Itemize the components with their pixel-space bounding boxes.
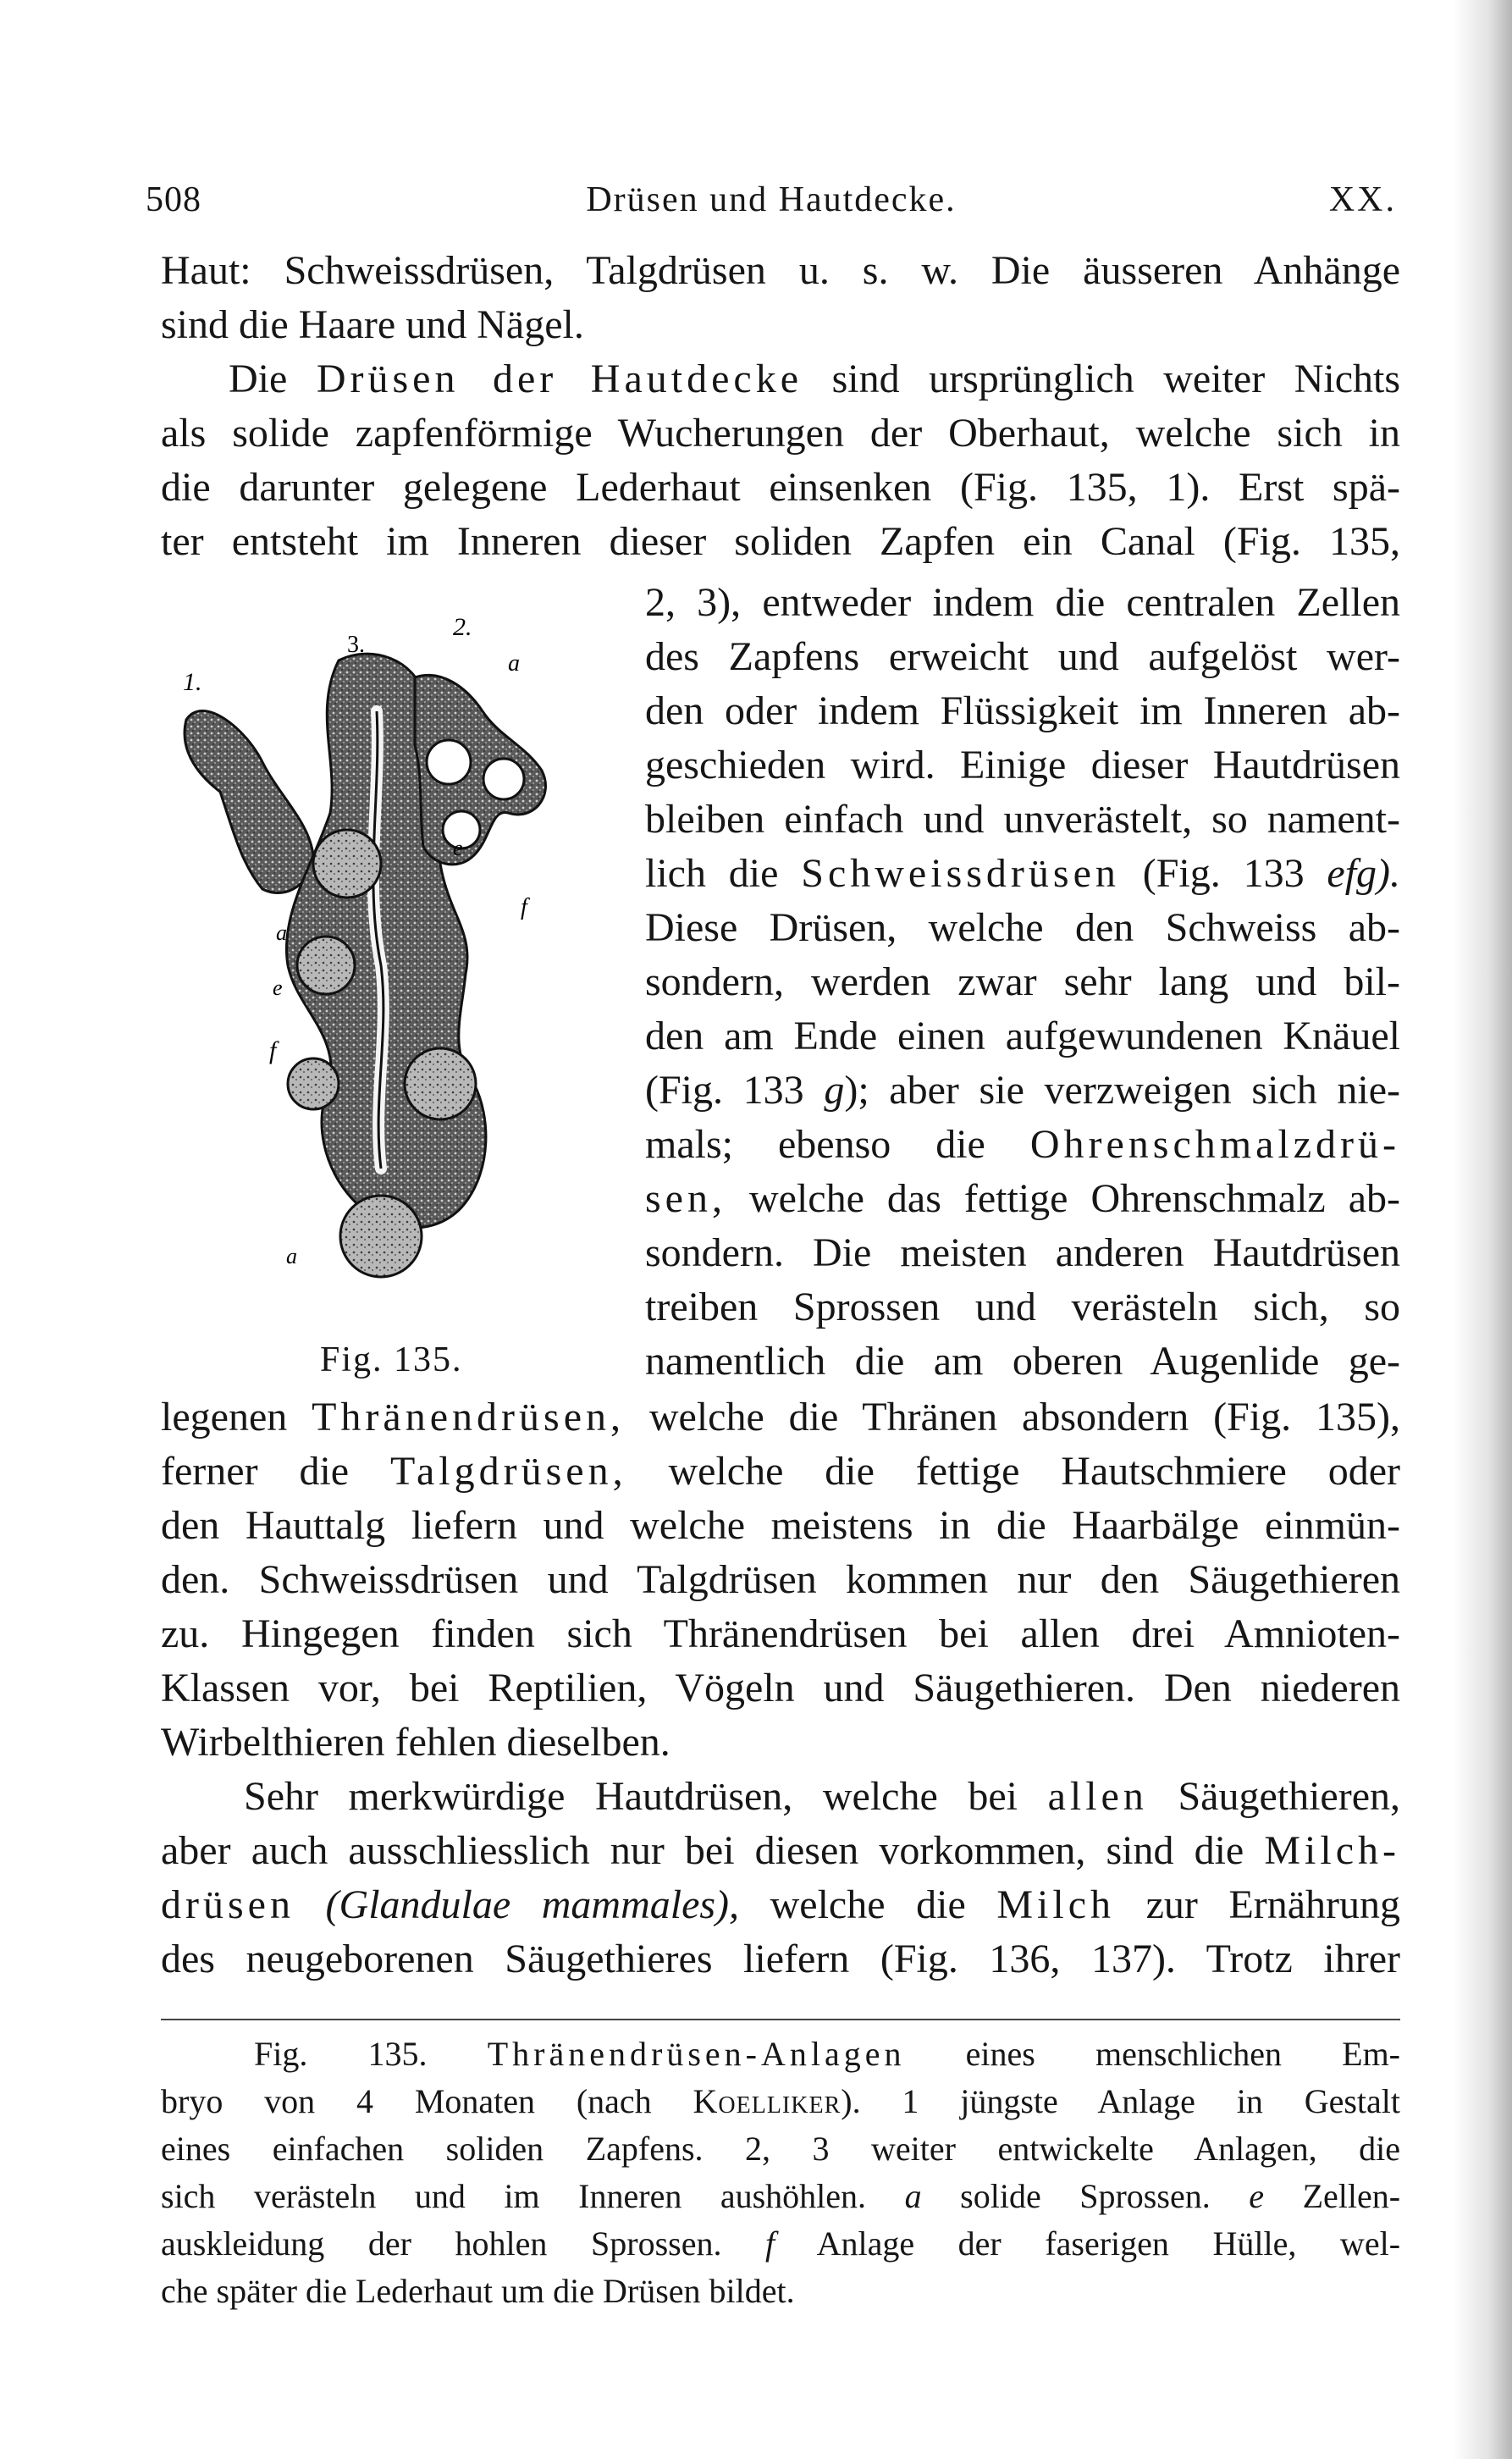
- text-line: sondern. Die meisten anderen Hautdrüsen: [645, 1230, 1400, 1275]
- text-run: legenen: [161, 1395, 288, 1439]
- emphasis-spaced: sen,: [645, 1176, 726, 1221]
- figure-label-f: f: [269, 1036, 277, 1064]
- text-line: Haut: Schweissdrüsen, Talgdrüsen u. s. w. Die äusseren Anhänge: [161, 248, 1400, 293]
- caption-line: [161, 2081, 1400, 2121]
- text-line: ter entsteht im Inneren dieser soliden Zapfen ein Canal (Fig. 135,: [161, 519, 1400, 564]
- text-run: aber auch ausschliesslich nur bei diesen vorkommen, sind die: [161, 1828, 1244, 1873]
- figure-label-e: e: [273, 975, 283, 1000]
- text-run: Zellen-: [1302, 2177, 1401, 2215]
- figure-label-a: a: [286, 1244, 297, 1268]
- caption-line: [161, 2176, 1400, 2216]
- emphasis-spaced: Ohrenschmalzdrü-: [1029, 1122, 1401, 1167]
- text-line: den oder indem Flüssigkeit im Inneren ab-: [645, 688, 1400, 733]
- text-line: den Hauttalg liefern und welche meistens in die Haarbälge einmün-: [161, 1503, 1400, 1548]
- text-run: welche das fettige Ohrenschmalz ab-: [748, 1176, 1400, 1221]
- italic-run: a: [904, 2177, 922, 2215]
- caption-line: eines einfachen soliden Zapfens. 2, 3 weiter entwickelte Anlagen, die: [161, 2130, 1400, 2168]
- text-line: [645, 1121, 1400, 1168]
- italic-run: efg).: [1327, 851, 1401, 896]
- italic-run: e: [1249, 2177, 1265, 2215]
- page-edge-shadow: [1453, 0, 1512, 2459]
- emphasis-spaced: Milch: [996, 1882, 1115, 1927]
- running-head: [146, 180, 1397, 230]
- figure-label-e: e: [453, 836, 463, 860]
- text-line: als solide zapfenförmige Wucherungen der Oberhaut, welche sich in: [161, 411, 1400, 456]
- emphasis-spaced: Talgdrüsen,: [389, 1449, 627, 1494]
- gland-anlage-2: [415, 675, 545, 865]
- text-run: ferner die: [161, 1449, 350, 1494]
- running-title: Drüsen und Hautdecke.: [586, 180, 957, 219]
- text-line: [161, 1827, 1400, 1874]
- text-line: die darunter gelegene Lederhaut einsenken (Fig. 135, 1). Erst spä-: [161, 465, 1400, 510]
- text-line: den. Schweissdrüsen und Talgdrüsen kommen nur den Säugethieren: [161, 1557, 1400, 1602]
- text-run: welche die fettige Hautschmiere oder: [668, 1449, 1401, 1494]
- figure-label-f: f: [521, 894, 527, 920]
- author-name: Koelliker: [693, 2082, 842, 2120]
- text-line: [161, 1882, 1400, 1928]
- text-run: Die: [229, 356, 288, 401]
- figure-label-3: 3.: [347, 632, 365, 658]
- emphasis-spaced: Drüsen der Hautdecke: [316, 356, 803, 401]
- gland-anlage-1: [185, 711, 313, 893]
- caption-line: [254, 2034, 1400, 2074]
- text-line: [645, 1175, 1400, 1222]
- text-line: den am Ende einen aufgewundenen Knäuel: [645, 1014, 1400, 1058]
- figure-label-1: 1.: [183, 668, 202, 696]
- figure-label: Fig. 135.: [320, 1340, 463, 1379]
- text-run: lich die: [645, 851, 779, 896]
- text-line: [161, 1448, 1400, 1495]
- text-line: sind die Haare und Nägel.: [161, 302, 584, 347]
- text-line: [229, 356, 1400, 402]
- italic-run: g: [824, 1068, 845, 1113]
- text-run: (Fig. 133: [1142, 851, 1305, 896]
- text-line: Diese Drüsen, welche den Schweiss ab-: [645, 905, 1400, 950]
- text-run: eines menschlichen Em-: [965, 2035, 1401, 2073]
- figure-label-a: a: [276, 920, 287, 945]
- text-run: Sehr merkwürdige Hautdrüsen, welche bei: [244, 1774, 1018, 1819]
- text-run: welche die Thränen absondern (Fig. 135),: [648, 1395, 1401, 1439]
- text-run: welche die: [770, 1882, 966, 1927]
- text-line: [645, 1067, 1400, 1113]
- italic-run: f: [765, 2224, 775, 2263]
- text-line: 2, 3), entweder indem die centralen Zellen: [645, 580, 1400, 625]
- emphasis-spaced: allen: [1047, 1774, 1148, 1819]
- text-run: ). 1 jüngste Anlage in Gestalt: [841, 2082, 1401, 2120]
- emphasis-spaced: Schweissdrüsen: [801, 851, 1120, 896]
- text-run: sind ursprünglich weiter Nichts: [831, 356, 1401, 401]
- text-run: zur Ernährung: [1145, 1882, 1401, 1927]
- page-number: 508: [146, 180, 201, 219]
- text-line: sondern, werden zwar sehr lang und bil-: [645, 959, 1400, 1004]
- emphasis-spaced: Thränendrüsen,: [312, 1395, 625, 1439]
- text-run: mals; ebenso die: [645, 1122, 985, 1167]
- italic-run: (Glandulae mammales),: [325, 1882, 740, 1927]
- text-line: geschieden wird. Einige dieser Hautdrüsen: [645, 743, 1400, 787]
- text-run: (Fig. 133: [645, 1068, 804, 1113]
- text-run: Säugethieren,: [1178, 1774, 1401, 1819]
- figure-label-2: 2.: [453, 613, 472, 641]
- figure-135-illustration: [169, 610, 610, 1338]
- caption-line: che später die Lederhaut um die Drüsen bildet.: [161, 2272, 795, 2310]
- text-line: [161, 1394, 1400, 1440]
- text-line: [645, 850, 1400, 897]
- text-line: zu. Hingegen finden sich Thränendrüsen bei allen drei Amnioten-: [161, 1611, 1400, 1656]
- text-line: [244, 1773, 1400, 1820]
- footnote-rule: [161, 2019, 1400, 2020]
- chapter-number: XX.: [1328, 180, 1397, 219]
- text-line: des Zapfens erweicht und aufgelöst wer-: [645, 634, 1400, 679]
- text-run: Fig. 135.: [254, 2035, 428, 2073]
- emphasis-spaced: Milch-: [1264, 1828, 1401, 1873]
- emphasis-spaced: Thränendrüsen-Anlagen: [487, 2035, 906, 2073]
- text-run: bryo von 4 Monaten (nach: [161, 2082, 652, 2120]
- text-run: solide Sprossen.: [960, 2177, 1211, 2215]
- text-line: des neugeborenen Säugethieres liefern (Fig. 136, 137). Trotz ihrer: [161, 1937, 1400, 1981]
- caption-line: [161, 2224, 1400, 2263]
- text-line: Wirbelthieren fehlen dieselben.: [161, 1720, 670, 1765]
- emphasis-spaced: drüsen: [161, 1882, 295, 1927]
- figure-label-a: a: [508, 650, 520, 677]
- text-run: Anlage der faserigen Hülle, wel-: [816, 2224, 1401, 2263]
- text-line: treiben Sprossen und verästeln sich, so: [645, 1285, 1400, 1329]
- text-line: bleiben einfach und unverästelt, so nament-: [645, 797, 1400, 842]
- text-run: sich verästeln und im Inneren aushöhlen.: [161, 2177, 867, 2215]
- text-line: Klassen vor, bei Reptilien, Vögeln und Säugethieren. Den niederen: [161, 1666, 1400, 1710]
- text-run: ); aber sie verzweigen sich nie-: [844, 1068, 1400, 1113]
- text-run: auskleidung der hohlen Sprossen.: [161, 2224, 722, 2263]
- text-line: namentlich die am oberen Augenlide ge-: [645, 1339, 1400, 1384]
